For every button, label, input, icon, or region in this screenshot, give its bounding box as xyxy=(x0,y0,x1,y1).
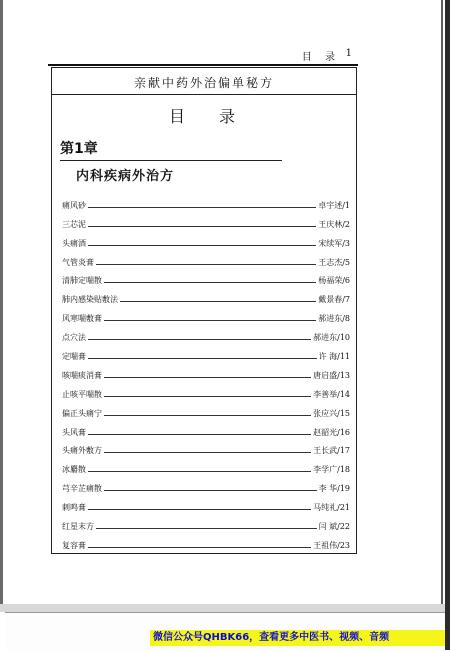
entry-author-page: 马纯礼/21 xyxy=(313,503,350,513)
leader-line xyxy=(88,358,317,359)
toc-entry[interactable] xyxy=(62,324,350,343)
toc-entry[interactable] xyxy=(62,305,350,324)
header-page-number: 1 xyxy=(345,48,352,59)
scan-edge-left xyxy=(0,0,3,605)
frame-divider xyxy=(52,94,356,95)
scan-border-right xyxy=(445,0,450,650)
chapter-rule xyxy=(60,160,282,161)
entry-author-page: 赵韶光/16 xyxy=(313,427,350,437)
entry-title: 刺鸣膏 xyxy=(62,503,86,513)
entry-title: 风寒喘敷膏 xyxy=(62,314,102,324)
entry-title: 头痛酒 xyxy=(62,238,86,248)
leader-line xyxy=(104,282,316,283)
entry-title: 芎辛芷痛散 xyxy=(62,484,102,494)
entry-title: 冰麝散 xyxy=(62,465,86,475)
toc-entry[interactable] xyxy=(62,494,350,513)
toc-entry[interactable] xyxy=(62,381,350,400)
leader-line xyxy=(88,471,311,472)
leader-line xyxy=(88,226,316,227)
toc-entry[interactable] xyxy=(62,286,350,305)
entry-author-page: 李善举/14 xyxy=(313,389,350,399)
entry-title: 偏正头痛宁 xyxy=(62,408,102,418)
entry-author-page: 王志杰/5 xyxy=(318,257,350,267)
leader-line xyxy=(96,264,316,265)
toc-entry[interactable] xyxy=(62,192,350,211)
toc-entries xyxy=(62,192,350,551)
entry-author-page: 郝进东/10 xyxy=(313,333,350,343)
toc-title: 目录 xyxy=(168,107,269,126)
entry-title: 气管炎膏 xyxy=(62,257,94,267)
toc-entry[interactable] xyxy=(62,230,350,249)
toc-entry[interactable] xyxy=(62,343,350,362)
running-head: 目 录 xyxy=(301,52,340,63)
entry-title: 痛风砂 xyxy=(62,200,86,210)
entry-author-page: 李 华/19 xyxy=(318,484,350,494)
entry-author-page: 戴景春/7 xyxy=(318,295,350,305)
leader-line xyxy=(88,509,311,510)
wechat-banner: 微信公众号QHBK66，查看更多中医书、视频、音频 xyxy=(150,630,445,646)
toc-entry[interactable] xyxy=(62,400,350,419)
toc-entry[interactable] xyxy=(62,211,350,230)
entry-author-page: 李学广/18 xyxy=(313,465,350,475)
entry-author-page: 卓宇述/1 xyxy=(318,200,350,210)
book-title: 亲献中药外治偏单秘方 xyxy=(133,76,274,90)
leader-line xyxy=(88,339,311,340)
chapter-heading: 第1章 xyxy=(60,141,98,157)
leader-line xyxy=(88,207,316,208)
leader-line xyxy=(104,490,317,491)
entry-title: 三芯泥 xyxy=(62,219,86,229)
leader-line xyxy=(104,320,316,321)
entry-title: 清肺定喘散 xyxy=(62,276,102,286)
entry-author-page: 郝进东/8 xyxy=(318,314,350,324)
entry-author-page: 王长武/17 xyxy=(313,446,350,456)
header-rule xyxy=(48,64,358,66)
leader-line xyxy=(104,415,311,416)
entry-author-page: 许 海/11 xyxy=(318,352,350,362)
leader-line xyxy=(120,301,316,302)
toc-entry[interactable] xyxy=(62,268,350,287)
page-gutter xyxy=(0,604,445,612)
entry-title: 头风膏 xyxy=(62,427,86,437)
entry-author-page: 张应兴/15 xyxy=(313,408,350,418)
toc-entry[interactable] xyxy=(62,532,350,551)
entry-author-page: 闫 斌/22 xyxy=(318,522,350,532)
toc-entry[interactable] xyxy=(62,456,350,475)
entry-title: 复容膏 xyxy=(62,540,86,550)
entry-author-page: 唐启盛/13 xyxy=(313,370,350,380)
toc-entry[interactable] xyxy=(62,249,350,268)
entry-author-page: 王庆林/2 xyxy=(318,219,350,229)
toc-entry[interactable] xyxy=(62,438,350,457)
entry-title: 咳喘痰消膏 xyxy=(62,370,102,380)
entry-title: 止咳平喘散 xyxy=(62,389,102,399)
entry-author-page: 杨福荣/6 xyxy=(318,276,350,286)
scan-edge-right xyxy=(441,0,443,605)
entry-title: 红星末方 xyxy=(62,522,94,532)
entry-title: 定喘膏 xyxy=(62,352,86,362)
entry-title: 点穴法 xyxy=(62,333,86,343)
leader-line xyxy=(88,245,316,246)
section-heading: 内科疾病外治方 xyxy=(76,169,175,184)
toc-entry[interactable] xyxy=(62,475,350,494)
leader-line xyxy=(104,396,311,397)
entry-author-page: 王祖伟/23 xyxy=(313,540,350,550)
leader-line xyxy=(104,377,311,378)
leader-line xyxy=(104,452,311,453)
toc-frame xyxy=(51,67,357,554)
entry-title: 头痛外敷方 xyxy=(62,446,102,456)
toc-entry[interactable] xyxy=(62,419,350,438)
leader-line xyxy=(88,434,311,435)
toc-entry[interactable] xyxy=(62,513,350,532)
toc-entry[interactable] xyxy=(62,362,350,381)
leader-line xyxy=(96,528,317,529)
entry-title: 肺内感染贴敷法 xyxy=(62,295,118,305)
leader-line xyxy=(88,547,311,548)
entry-author-page: 宋续军/3 xyxy=(318,238,350,248)
